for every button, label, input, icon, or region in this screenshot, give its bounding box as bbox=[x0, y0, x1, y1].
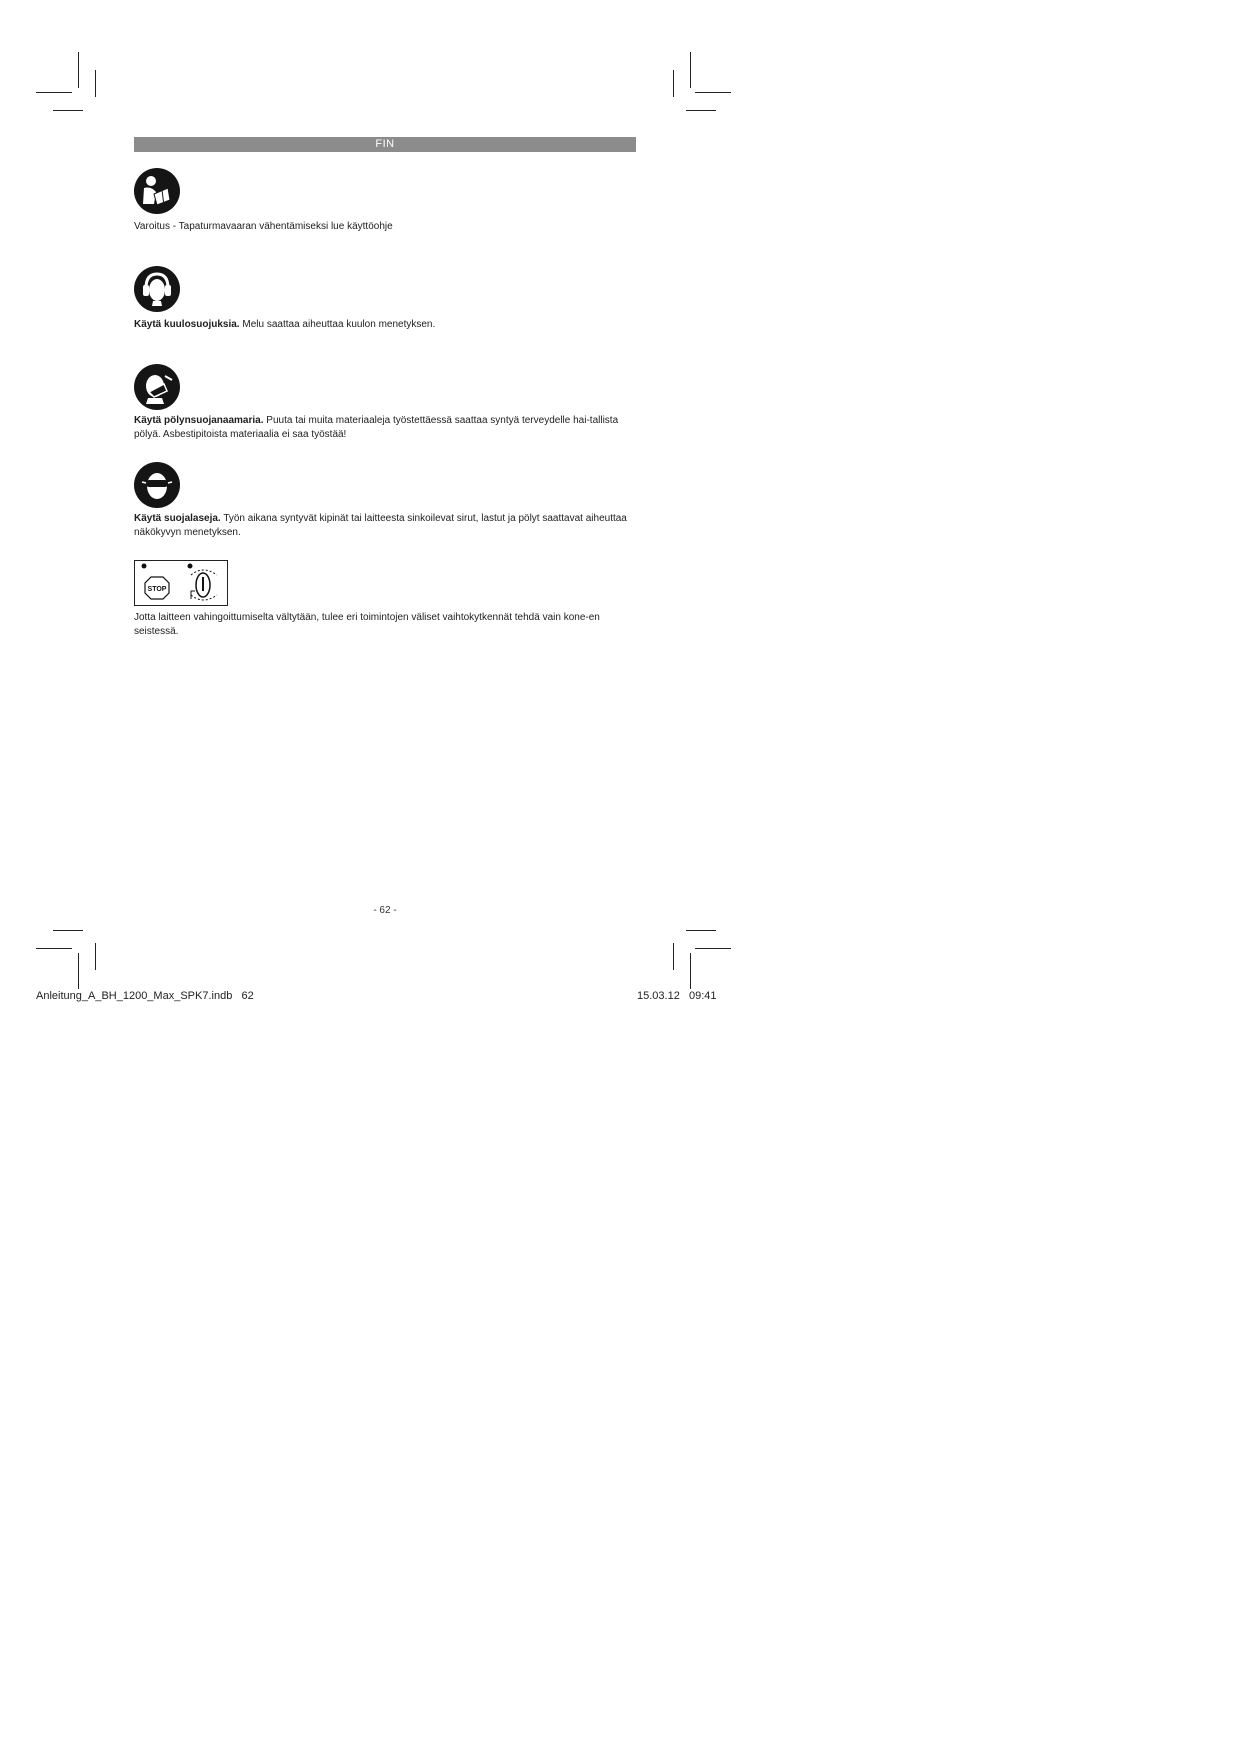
footer-datetime: 15.03.12 09:41 bbox=[637, 990, 717, 1002]
section-text: Varoitus - Tapaturmavaaran vähentämiseksi lue käyttöohje bbox=[134, 221, 393, 232]
stop-label: STOP bbox=[147, 586, 167, 593]
crop-mark bbox=[690, 52, 691, 88]
stop-switch-icon bbox=[134, 560, 228, 606]
ear-protection-icon bbox=[134, 266, 180, 312]
safety-glasses-icon bbox=[134, 462, 180, 508]
crop-mark bbox=[686, 110, 716, 111]
crop-mark bbox=[53, 110, 83, 111]
crop-mark bbox=[36, 92, 72, 93]
crop-mark bbox=[95, 943, 96, 970]
crop-mark bbox=[690, 953, 691, 989]
crop-mark bbox=[53, 930, 83, 931]
section-text: Käytä kuulosuojuksia. Melu saattaa aiheuttaa kuulon menetyksen. bbox=[134, 319, 436, 330]
crop-mark bbox=[673, 70, 674, 97]
dust-mask-icon bbox=[134, 364, 180, 410]
section-text: Käytä suojalaseja. Työn aikana syntyvät kipinät tai laitteesta sinkoilevat sirut, lastut ja pölyt saattavat aiheuttaa näkökyvyn menetyksen. bbox=[134, 513, 627, 538]
language-header: FIN bbox=[134, 137, 636, 152]
crop-mark bbox=[36, 948, 72, 949]
read-manual-icon bbox=[134, 168, 180, 214]
crop-mark bbox=[78, 953, 79, 989]
crop-mark bbox=[695, 92, 731, 93]
crop-mark bbox=[78, 52, 79, 88]
section-text: Jotta laitteen vahingoittumiselta vältytään, tulee eri toimintojen väliset vaihtokytkennät tehdä vain kone-en seistessä. bbox=[134, 612, 600, 637]
crop-mark bbox=[673, 943, 674, 970]
footer-file: Anleitung_A_BH_1200_Max_SPK7.indb 62 bbox=[36, 990, 254, 1002]
page-number: - 62 - bbox=[373, 905, 397, 916]
crop-mark bbox=[695, 948, 731, 949]
crop-mark bbox=[95, 70, 96, 97]
section-text: Käytä pölynsuojanaamaria. Puuta tai muita materiaaleja työstettäessä saattaa syntyä terveydelle hai-tallista pölyä. Asbestipitoista materiaalia ei saa työstää! bbox=[134, 415, 619, 440]
crop-mark bbox=[686, 930, 716, 931]
